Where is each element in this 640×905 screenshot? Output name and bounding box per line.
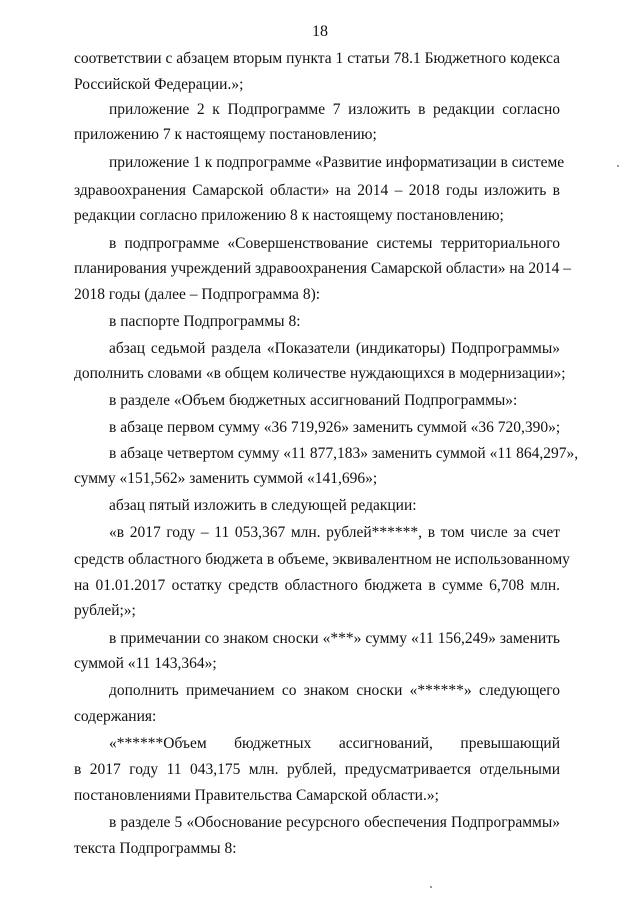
text-line: в разделе «Объем бюджетных ассигнований Подпрограммы»: xyxy=(109,392,518,409)
text-line: редакции согласно приложению 8 к настоящему постановлению; xyxy=(74,207,504,224)
scan-speck xyxy=(617,165,619,167)
text-line: в примечании со знаком сноски «***» сумму «11 156,249» заменить xyxy=(109,630,560,647)
page-number: 18 xyxy=(312,23,328,40)
text-line: содержания: xyxy=(74,708,157,725)
text-line: дополнить примечанием со знаком сноски «******» следующего xyxy=(109,682,560,699)
text-line: в абзаце четвертом сумму «11 877,183» заменить суммой «11 864,297», xyxy=(109,445,579,462)
text-line: абзац седьмой раздела «Показатели (индикаторы) Подпрограммы» xyxy=(109,340,560,357)
scan-speck xyxy=(430,886,432,888)
text-line: сумму «151,562» заменить суммой «141,696»; xyxy=(74,470,378,487)
text-line: в разделе 5 «Обоснование ресурсного обеспечения Подпрограммы» xyxy=(109,814,560,831)
text-line: приложение 1 к подпрограмме «Развитие информатизации в системе xyxy=(109,154,565,171)
text-line: суммой «11 143,364»; xyxy=(74,655,217,672)
text-line: приложение 2 к Подпрограмме 7 изложить в редакции согласно xyxy=(109,101,560,118)
text-line: дополнить словами «в общем количестве нуждающихся в модернизации»; xyxy=(74,365,566,382)
text-line: рублей;»; xyxy=(74,602,136,619)
text-line: 2018 годы (далее – Подпрограмма 8): xyxy=(74,286,321,303)
text-line: планирования учреждений здравоохранения Самарской области» на 2014 – xyxy=(74,260,572,277)
text-line: средств областного бюджета в объеме, эквивалентном не использованному xyxy=(74,551,570,568)
text-line: абзац пятый изложить в следующей редакции: xyxy=(109,497,417,514)
text-line: приложению 7 к настоящему постановлению; xyxy=(74,126,377,143)
text-line: текста Подпрограммы 8: xyxy=(74,840,237,857)
text-line: «в 2017 году – 11 053,367 млн. рублей******, в том числе за счет xyxy=(109,524,560,541)
text-line: на 01.01.2017 остатку средств областного бюджета в сумме 6,708 млн. xyxy=(74,577,560,594)
text-line: здравоохранения Самарской области» на 2014 – 2018 годы изложить в xyxy=(74,182,560,199)
text-line: в паспорте Подпрограммы 8: xyxy=(109,313,301,330)
text-line: в подпрограмме «Совершенствование системы территориального xyxy=(109,235,560,252)
text-line: «******Объем бюджетных ассигнований, превышающий xyxy=(109,735,560,752)
text-line: Российской Федерации.»; xyxy=(74,76,244,93)
text-line: постановлениями Правительства Самарской области.»; xyxy=(74,787,439,804)
text-line: в абзаце первом сумму «36 719,926» заменить суммой «36 720,390»; xyxy=(109,419,561,436)
text-line: соответствии с абзацем вторым пункта 1 статьи 78.1 Бюджетного кодекса xyxy=(74,50,560,67)
text-line: в 2017 году 11 043,175 млн. рублей, предусматривается отдельными xyxy=(74,761,560,778)
